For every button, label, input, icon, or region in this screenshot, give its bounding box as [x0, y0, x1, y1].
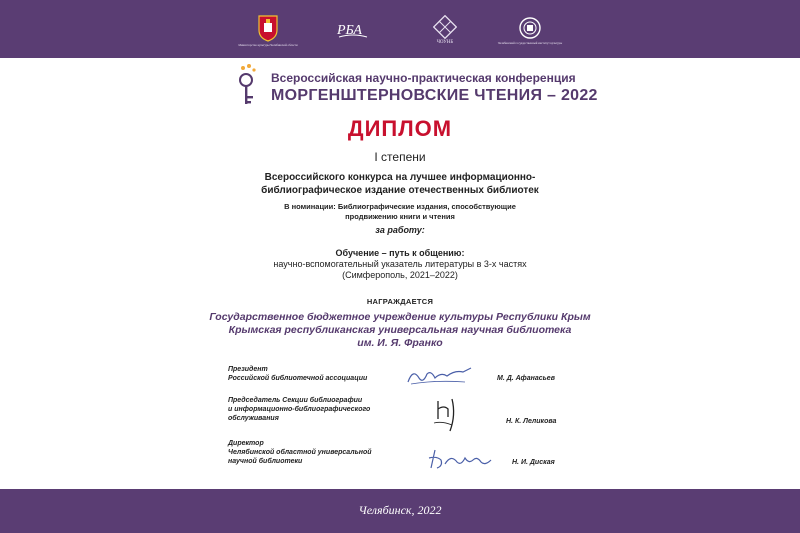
work-title: Обучение – путь к общению:	[335, 248, 465, 258]
recipient-line: Крымская республиканская универсальная научная библиотека	[228, 324, 572, 336]
signature-role-line: и информационно-библиографического	[228, 406, 371, 413]
chounb-logo-icon	[425, 10, 465, 50]
nomination	[200, 202, 600, 222]
recipient-line: Государственное бюджетное учреждение культуры Республики Крым	[209, 311, 591, 323]
signature-role-1	[228, 365, 367, 383]
signature-name-2: Н. К. Леликова	[506, 418, 557, 425]
signature-role-line: Директор	[228, 440, 264, 447]
header-bar	[0, 0, 800, 58]
footer-place-year: Челябинск, 2022	[358, 503, 442, 517]
work-description-line: (Симферополь, 2021–2022)	[342, 270, 458, 280]
nomination-line: В номинации: Библиографические издания, способствующие	[284, 202, 516, 211]
signature-role-line: Председатель Секции библиографии	[228, 397, 363, 404]
signature-role-line: Российской библиотечной ассоциации	[228, 375, 368, 382]
contest-line: Всероссийского конкурса на лучшее информационно-	[264, 172, 536, 183]
logo-caption-chounb: ЧОУНБ	[436, 40, 454, 45]
awarded-label: НАГРАЖДАЕТСЯ	[366, 297, 434, 306]
rba-logo-icon	[333, 10, 373, 50]
institute-logo-icon	[497, 10, 563, 50]
for-work-label: за работу:	[375, 225, 425, 235]
signature-name-1: М. Д. Афанасьев	[497, 375, 555, 382]
rba-logo-text: РБА	[337, 23, 362, 38]
work-description	[200, 259, 600, 281]
signature-role-line: научной библиотеки	[228, 458, 303, 465]
conference-name: МОРГЕНШТЕРНОВСКИЕ ЧТЕНИЯ – 2022	[271, 87, 598, 104]
signature-role-3	[228, 439, 372, 466]
signature-lelikova-icon	[430, 395, 470, 435]
contest-line: библиографическое издание отечественных библиотек	[261, 185, 539, 196]
contest-description	[200, 171, 600, 197]
signature-diskaya-icon	[429, 450, 491, 468]
work-description-line: научно-вспомогательный указатель литературы в 3-х частях	[273, 259, 527, 269]
signature-role-line: обслуживания	[228, 415, 279, 422]
chelyabinsk-coat-of-arms-icon	[238, 10, 298, 50]
recipient	[200, 311, 600, 350]
diploma-title: ДИПЛОМ	[347, 116, 453, 141]
nomination-line: продвижению книги и чтения	[345, 212, 455, 221]
logo-caption-ministry: Министерство культуры Челябинской области	[238, 42, 298, 47]
conference-title: Всероссийская научно-практическая конференция	[271, 71, 576, 85]
signature-name-3: Н. И. Диская	[512, 459, 555, 466]
recipient-line: им. И. Я. Франко	[357, 337, 443, 349]
signature-afanasyev-icon	[405, 364, 475, 388]
logo-caption-institute: Челябинский государственный институт культуры	[497, 40, 563, 45]
signature-role-line: Президент	[228, 366, 268, 373]
diploma-degree: I степени	[374, 150, 426, 164]
signature-role-line: Челябинской областной универсальной	[228, 449, 372, 456]
signature-role-2	[228, 396, 370, 423]
conference-key-emblem-icon	[237, 62, 267, 113]
